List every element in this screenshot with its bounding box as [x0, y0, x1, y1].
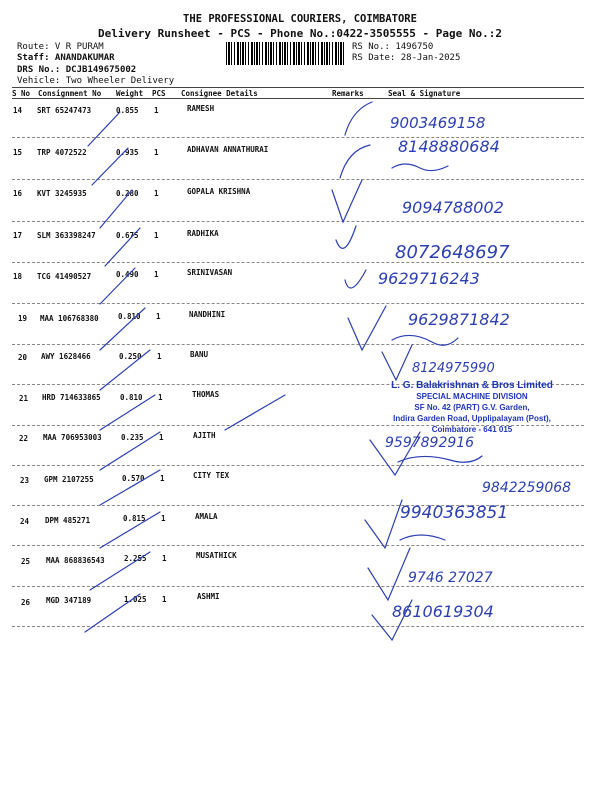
signature-stroke: [400, 535, 445, 540]
row-pcs: 1: [161, 514, 166, 523]
signature-stroke: [392, 164, 448, 171]
row-weight: 0.570: [122, 474, 145, 483]
row-divider: [12, 626, 584, 627]
route-label: Route: V R PURAM: [17, 42, 104, 52]
row-sno: 14: [13, 106, 23, 115]
row-divider: [12, 262, 584, 263]
signature-stroke: [336, 226, 356, 248]
row-sno: 22: [19, 434, 29, 443]
handwritten-phone: 9842259068: [482, 480, 572, 496]
tick-mark-icon: [372, 600, 412, 640]
row-divider: [12, 545, 584, 546]
col-consignment: Consignment No: [38, 89, 102, 98]
table-top-rule: [12, 87, 584, 88]
row-consignee: ADHAVAN ANNATHURAI: [187, 145, 269, 154]
row-weight: 0.675: [116, 231, 139, 240]
col-sno: S No: [12, 89, 31, 98]
col-weight: Weight: [116, 89, 144, 98]
row-consignment: SRT 65247473: [37, 106, 92, 115]
row-sno: 26: [21, 598, 31, 607]
row-pcs: 1: [154, 148, 159, 157]
row-divider: [12, 344, 584, 345]
row-weight: 0.810: [120, 393, 143, 402]
stamp-line: L. G. Balakrishnan & Bros Limited: [391, 380, 553, 391]
row-weight: 0.935: [116, 148, 139, 157]
row-divider: [12, 465, 584, 466]
row-consignee: AMALA: [195, 512, 218, 521]
row-pcs: 1: [154, 189, 159, 198]
row-weight: 0.855: [116, 106, 139, 115]
tick-mark-icon: [88, 112, 120, 146]
row-consignment: TCG 41490527: [37, 272, 92, 281]
tick-mark-icon: [365, 500, 402, 548]
row-pcs: 1: [154, 270, 159, 279]
row-consignment: SLM 363398247: [37, 231, 96, 240]
row-sno: 15: [13, 148, 23, 157]
row-pcs: 1: [158, 393, 163, 402]
row-pcs: 1: [162, 554, 167, 563]
row-sno: 23: [20, 476, 30, 485]
row-consignee: RADHIKA: [187, 229, 219, 238]
row-divider: [12, 137, 584, 138]
row-pcs: 1: [159, 433, 164, 442]
row-pcs: 1: [162, 595, 167, 604]
row-consignment: MAA 706953003: [43, 433, 102, 442]
row-divider: [12, 179, 584, 180]
row-consignee: THOMAS: [192, 390, 220, 399]
rs-number: RS No.: 1496750: [352, 42, 434, 52]
row-pcs: 1: [160, 474, 165, 483]
row-consignment: KVT 3245935: [37, 189, 87, 198]
row-consignee: ASHMI: [197, 592, 220, 601]
handwritten-phone: 8610619304: [392, 602, 494, 621]
row-consignee: CITY TEX: [193, 471, 230, 480]
handwritten-phone: 9094788002: [402, 198, 504, 217]
row-weight: 2.255: [124, 554, 147, 563]
col-remarks: Remarks: [332, 89, 364, 98]
signature-stroke: [345, 102, 372, 135]
handwritten-phone: 9940363851: [400, 503, 509, 523]
row-sno: 25: [21, 557, 31, 566]
stamp-line: Indira Garden Road, Upplipalayam (Post),: [393, 414, 551, 423]
row-divider: [12, 505, 584, 506]
row-pcs: 1: [156, 312, 161, 321]
row-sno: 20: [18, 353, 28, 362]
col-pcs: PCS: [152, 89, 166, 98]
stamp-line: SF No. 42 (PART) G.V. Garden,: [414, 403, 530, 412]
row-weight: 0.280: [116, 189, 139, 198]
row-weight: 0.490: [116, 270, 139, 279]
row-divider: [12, 586, 584, 587]
row-pcs: 1: [154, 106, 159, 115]
row-pcs: 1: [154, 231, 159, 240]
row-weight: 0.235: [121, 433, 144, 442]
row-pcs: 1: [157, 352, 162, 361]
row-consignee: SRINIVASAN: [187, 268, 233, 277]
col-seal: Seal & Signature: [388, 89, 461, 98]
row-consignment: TRP 4072522: [37, 148, 87, 157]
row-consignment: DPM 485271: [45, 516, 91, 525]
tick-mark-icon: [332, 180, 362, 222]
handwritten-phone: 9629716243: [378, 269, 480, 288]
row-sno: 21: [19, 394, 29, 403]
signature-stroke: [345, 270, 366, 288]
row-weight: 0.250: [119, 352, 142, 361]
row-consignee: RAMESH: [187, 104, 215, 113]
row-consignee: MUSATHICK: [196, 551, 237, 560]
row-consignment: GPM 2107255: [44, 475, 94, 484]
signature-stroke: [340, 145, 370, 178]
rs-date: RS Date: 28-Jan-2025: [352, 53, 461, 63]
row-sno: 18: [13, 272, 23, 281]
row-weight: 1.025: [124, 595, 147, 604]
tick-mark-icon: [370, 432, 420, 475]
signature-stroke: [398, 456, 482, 462]
row-divider: [12, 303, 584, 304]
row-consignment: MAA 868836543: [46, 556, 105, 565]
barcode-icon: [226, 42, 346, 65]
tick-mark-icon: [368, 548, 410, 600]
row-divider: [12, 221, 584, 222]
staff-label: Staff: ANANDAKUMAR: [17, 53, 115, 63]
row-sno: 19: [18, 314, 28, 323]
handwritten-phone: 8148880684: [398, 137, 500, 156]
stamp-line: Coimbatore - 641 015: [431, 425, 513, 434]
header-bottom-rule: [12, 98, 584, 99]
stamp-line: SPECIAL MACHINE DIVISION: [416, 392, 528, 401]
handwritten-phone: 9003469158: [390, 114, 486, 132]
company-title: THE PROFESSIONAL COURIERS, COIMBATORE: [183, 13, 417, 25]
col-consignee: Consignee Details: [181, 89, 258, 98]
row-consignment: MAA 106768380: [40, 314, 99, 323]
row-weight: 0.810: [118, 312, 141, 321]
row-consignment: AWY 1628466: [41, 352, 91, 361]
row-sno: 24: [20, 517, 30, 526]
row-consignee: NANDHINI: [189, 310, 226, 319]
handwritten-phone: 9597892916: [385, 435, 475, 451]
sheet-title: Delivery Runsheet - PCS - Phone No.:0422-3505555 - Page No.:2: [98, 27, 502, 40]
company-stamp: [372, 380, 572, 435]
row-sno: 16: [13, 189, 23, 198]
handwritten-phone: 8072648697: [395, 242, 510, 263]
row-consignment: HRD 714633865: [42, 393, 101, 402]
row-consignee: AJITH: [193, 431, 216, 440]
row-consignee: BANU: [190, 350, 209, 359]
row-weight: 0.815: [123, 514, 146, 523]
handwritten-phone: 9746 27027: [408, 570, 493, 586]
tick-mark-icon: [382, 345, 412, 380]
drs-number: DRS No.: DCJB149675002: [17, 65, 137, 75]
row-sno: 17: [13, 231, 23, 240]
row-consignment: MGD 347189: [46, 596, 92, 605]
row-consignee: GOPALA KRISHNA: [187, 187, 251, 196]
handwritten-phone: 8124975990: [412, 361, 495, 376]
vehicle-label: Vehicle: Two Wheeler Delivery: [17, 76, 175, 86]
handwritten-phone: 9629871842: [408, 310, 510, 329]
